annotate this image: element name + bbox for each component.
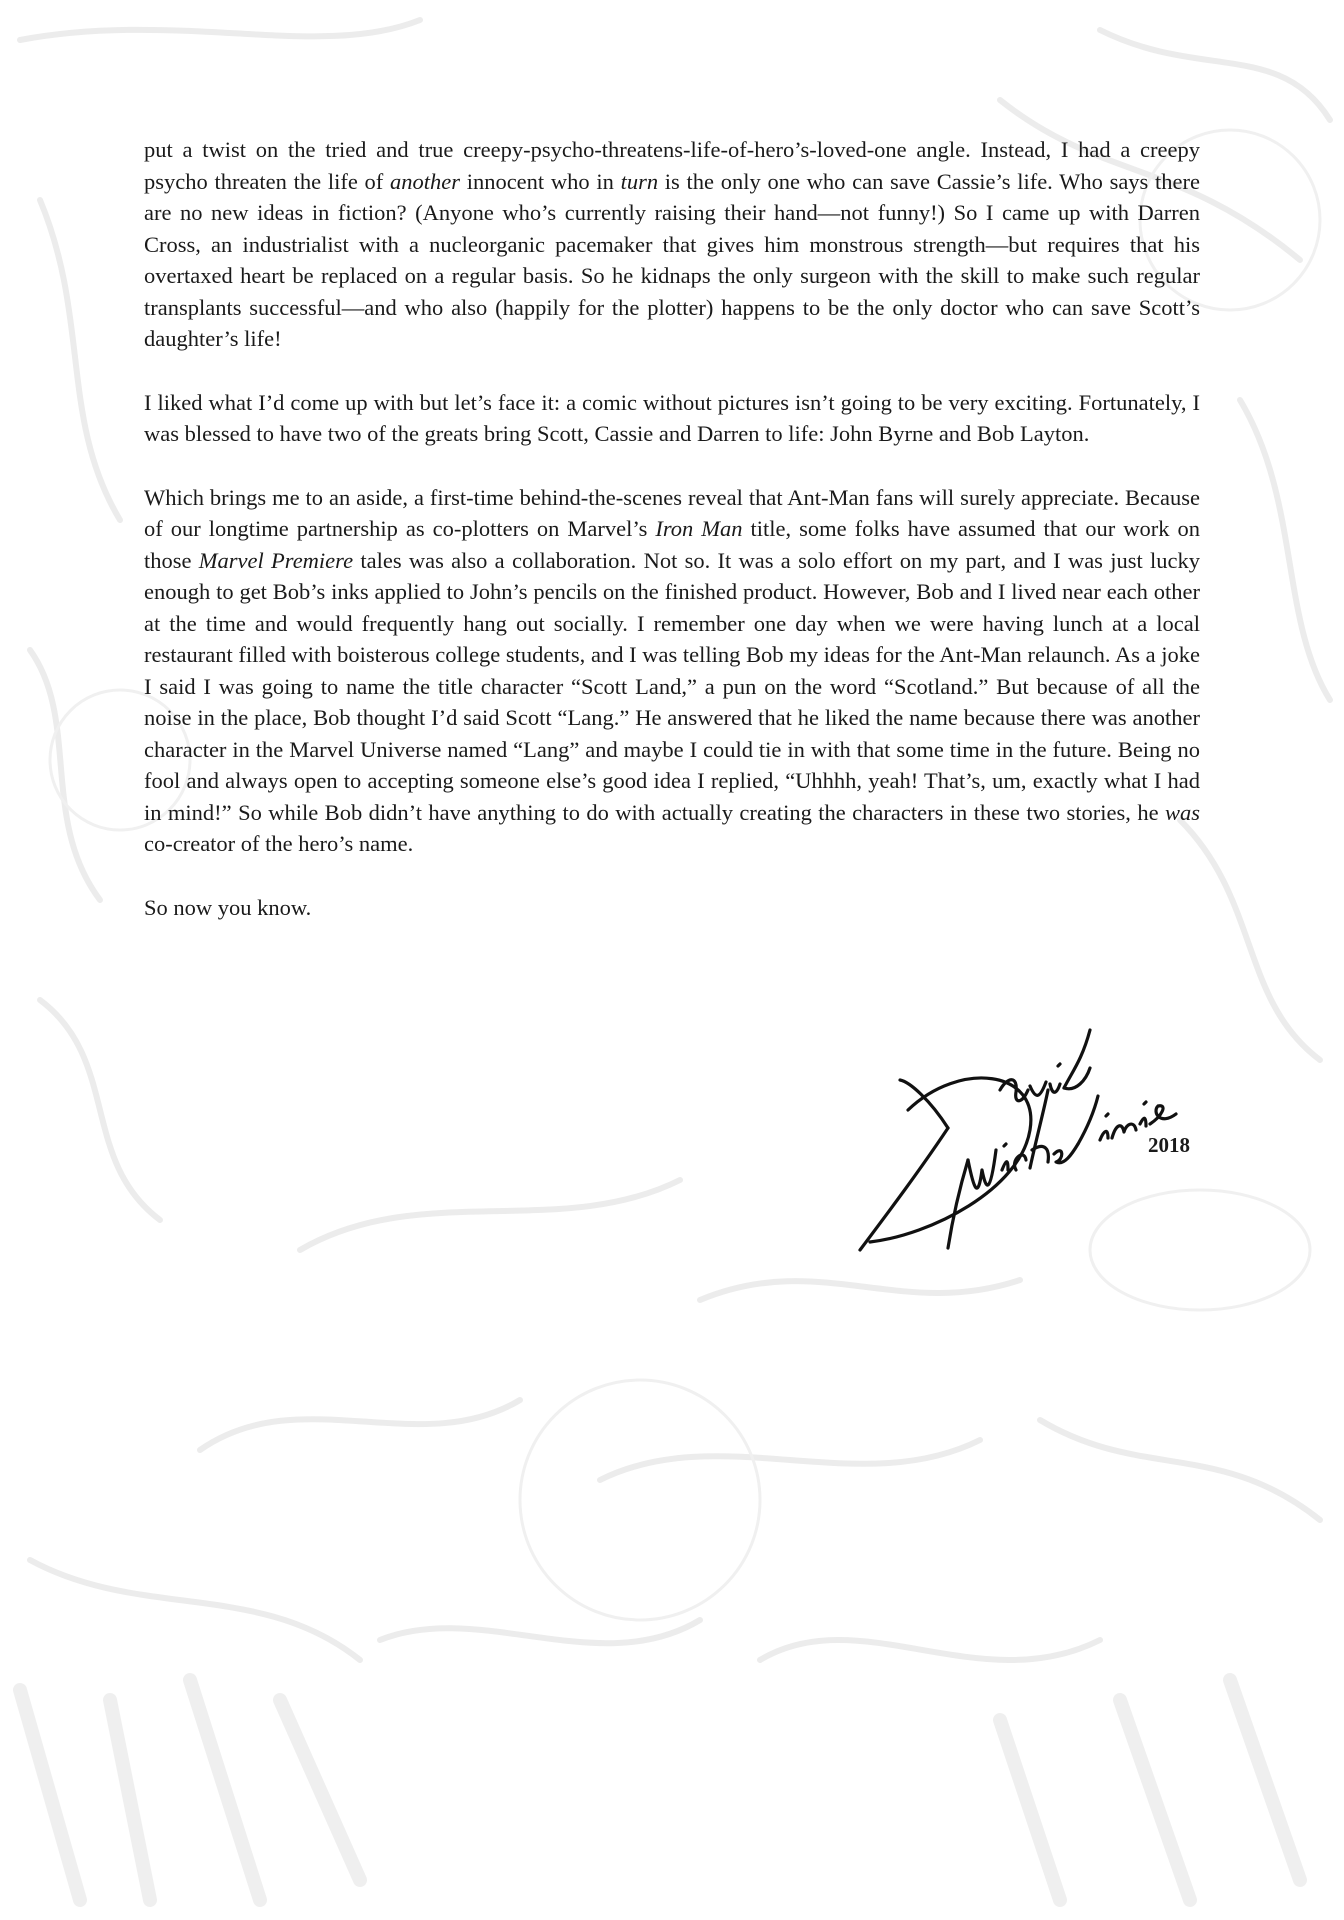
text-run: innocent who in	[459, 168, 621, 194]
signoff-line: So now you know.	[144, 894, 312, 920]
paragraph-1	[144, 134, 1200, 355]
signature-image	[850, 1020, 1250, 1260]
letter-body	[144, 134, 1200, 955]
italic-text: turn	[620, 168, 659, 194]
text-run: Which brings me to an aside, a first-time behind-the-scenes reveal that Ant-Man fans will surely appreciate. Because of our longtime partnership as co-plotters on Marvel’s	[144, 484, 1200, 541]
text-run: co-creator of the hero’s name.	[144, 831, 414, 856]
text-run: tales was also a collaboration. Not so. It was a solo effort on my part, and I was just lucky enough to get Bob’s inks applied to John’s pencils on the finished product. However, Bob and I lived near each other at the time and would frequently hang out socially. I remember one day when we were having lunch at a local restaurant filled with boisterous college students, and I was telling Bob my ideas for the Ant-Man relaunch. As a joke I said I was going to name the title character “Scott Land,” a pun on the word “Scotland.” But because of all the noise in the place, Bob thought I’d said Scott “Lang.” He answered that he liked the name because there was another character in the Marvel Universe named “Lang” and maybe I could tie in with that some time in the future. Being no fool and always open to accepting someone else’s good idea I replied, “Uhhhh, yeah! That’s, um, exactly what I had in mind!” So while Bob didn’t have anything to do with actually creating the characters in these two stories, he	[144, 547, 1200, 825]
text-run: put a twist on the tried and true creepy-psycho-threatens-life-of-hero’s-loved-one angle. Instead, I had a creepy psycho threaten the life of	[144, 137, 1200, 194]
italic-text: Iron Man	[655, 516, 743, 541]
paragraph-3	[144, 482, 1200, 860]
italic-text: was	[1164, 799, 1200, 825]
signature-year: 2018	[1148, 1133, 1190, 1157]
text-run: I liked what I’d come up with but let’s face it: a comic without pictures isn’t going to be very exciting. Fortunately, I was blessed to have two of the greats bring Scott, Cassie and Darren to life: John Byrne and Bob Layton.	[144, 389, 1200, 446]
italic-text: Marvel Premiere	[198, 547, 354, 573]
paragraph-2	[144, 387, 1200, 450]
text-run: is the only one who can save Cassie’s life. Who says there are no new ideas in fiction? (Anyone who’s currently raising their hand—not funny!) So I came up with Darren Cross, an industrialist with a nucleorganic pacemaker that gives him monstrous strength—but requires that his overtaxed heart be replaced on a regular basis. So he kidnaps the only surgeon with the skill to make such regular transplants successful—and who also (happily for the plotter) happens to be the only doctor who can save Scott’s daughter’s life!	[144, 168, 1200, 351]
text-run: title, some folks have assumed that our work on those	[144, 516, 1200, 573]
italic-text: another	[389, 168, 460, 194]
